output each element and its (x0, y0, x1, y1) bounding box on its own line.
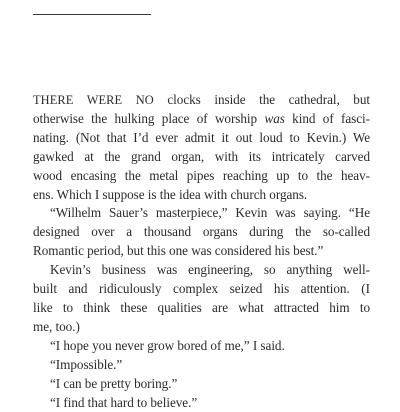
body-text (33, 91, 370, 412)
text-line: wood encasing the metal pipes reaching up to the heav- (33, 167, 370, 186)
chapter-rule (33, 14, 151, 15)
lead-in-small-caps: THERE WERE NO (33, 93, 154, 107)
emphasis-was: was (264, 111, 284, 126)
dialogue-line: “I find that hard to believe.” (33, 394, 370, 412)
text-line: me, too.) (33, 318, 370, 337)
dialogue-line: “Impossible.” (33, 356, 370, 375)
text-line: nating. (Not that I’d ever admit it out loud to Kevin.) We (33, 129, 370, 148)
text-line: Romantic period, but this one was considered his best.” (33, 242, 370, 261)
text-line: otherwise the hulking place of worship was kind of fasci- (33, 110, 370, 129)
text-line: Kevin’s business was engineering, so anything well- (33, 261, 370, 280)
text-line: built and ridiculously complex seized his attention. (I (33, 280, 370, 299)
text-line: ens. Which I suppose is the idea with church organs. (33, 186, 370, 205)
text-line: “Wilhelm Sauer’s masterpiece,” Kevin was saying. “He (33, 204, 370, 223)
dialogue-line: “I can be pretty boring.” (33, 375, 370, 394)
dialogue-line: “I hope you never grow bored of me,” I said. (33, 337, 370, 356)
text-line: designed over a thousand organs during the so-called (33, 223, 370, 242)
text-line: like to think these qualities are what attracted him to (33, 299, 370, 318)
text-line: gawked at the grand organ, with its intricately carved (33, 148, 370, 167)
text-line: THERE WERE NO clocks inside the cathedral, but (33, 91, 370, 110)
